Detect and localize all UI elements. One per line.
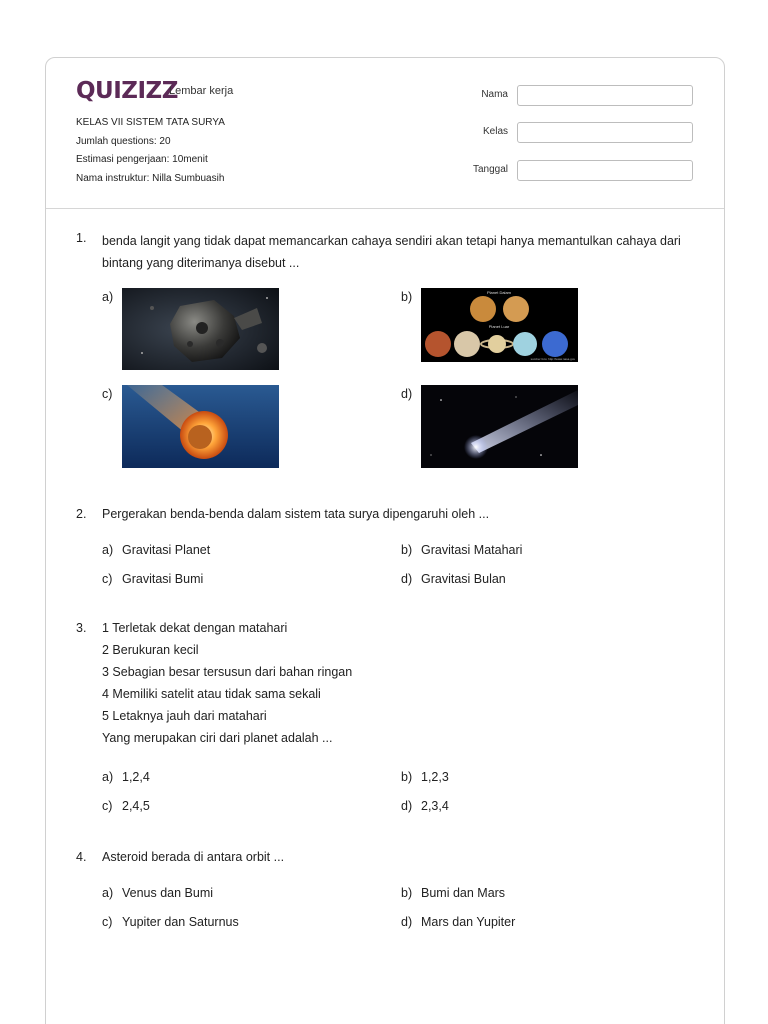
question-number: 2.	[76, 507, 87, 521]
option-b[interactable]: b) Bumi dan Mars	[401, 886, 506, 900]
option-b[interactable]: b) 1,2,3	[401, 770, 449, 784]
option-a[interactable]: a) Venus dan Bumi	[102, 886, 214, 900]
planets-caption-mid: Planet Luar	[488, 324, 510, 329]
class-title: KELAS VII SISTEM TATA SURYA	[76, 117, 225, 128]
question-1	[76, 231, 696, 471]
question-text: Asteroid berada di antara orbit ...	[102, 850, 285, 864]
question-number: 1.	[76, 231, 87, 245]
name-label: Nama	[481, 89, 508, 100]
option-letter: c)	[102, 387, 113, 401]
question-number: 3.	[76, 621, 87, 635]
name-field[interactable]	[517, 85, 693, 106]
question-count: Jumlah questions: 20	[76, 136, 171, 147]
question-text: benda langit yang tidak dapat memancarkan cahaya sendiri akan tetapi hanya memantulkan cahaya dari bintang yang diterimanya disebut ...	[102, 234, 681, 270]
option-d[interactable]: d) Mars dan Yupiter	[401, 915, 516, 929]
option-a[interactable]: a) 1,2,4	[102, 770, 150, 784]
question-number: 4.	[76, 850, 87, 864]
asteroid-image	[122, 288, 279, 370]
option-c[interactable]: c) 2,4,5	[102, 799, 150, 813]
worksheet-header	[46, 58, 724, 209]
option-letter: d)	[401, 387, 413, 401]
option-c[interactable]: c) Gravitasi Bumi	[102, 572, 204, 586]
class-field[interactable]	[517, 122, 693, 143]
class-label: Kelas	[482, 126, 508, 137]
meteor-image	[122, 385, 279, 468]
option-a[interactable]: a) Gravitasi Planet	[102, 543, 211, 557]
option-d[interactable]: d) Gravitasi Bulan	[401, 572, 506, 586]
question-2	[76, 507, 696, 597]
date-field[interactable]	[517, 160, 693, 181]
worksheet-subtitle: Lembar kerja	[169, 85, 234, 97]
option-d[interactable]: d) 2,3,4	[401, 799, 449, 813]
question-text: 1 Terletak dekat dengan matahari 2 Berukuran kecil 3 Sebagian besar tersusun dari bahan ringan 4 Memiliki satelit atau tidak sama sekali 5 Letaknya jauh dari matahari Yang merupakan ciri dari planet adalah ...	[102, 621, 353, 745]
instructor-name: Nama instruktur: Nilla Sumbuasih	[76, 173, 225, 184]
question-4	[76, 850, 696, 940]
option-letter: a)	[102, 290, 114, 304]
worksheet-sheet	[45, 57, 725, 1024]
option-b[interactable]: b) Gravitasi Matahari	[401, 543, 523, 557]
comet-image	[421, 385, 578, 468]
question-text: Pergerakan benda-benda dalam sistem tata surya dipengaruhi oleh ...	[102, 507, 490, 521]
planets-image	[421, 288, 578, 362]
option-c[interactable]: c) Yupiter dan Saturnus	[102, 915, 239, 929]
option-letter: b)	[401, 290, 413, 304]
planets-credit: sumber foto: http://www.nasa.gov	[530, 357, 575, 361]
time-estimate: Estimasi pengerjaan: 10menit	[76, 154, 208, 165]
question-3	[76, 621, 696, 821]
date-label: Tanggal	[472, 164, 508, 175]
planets-caption-top: Planet Dalam	[486, 290, 512, 295]
quizizz-logo: QUIZIZZ	[76, 78, 178, 104]
